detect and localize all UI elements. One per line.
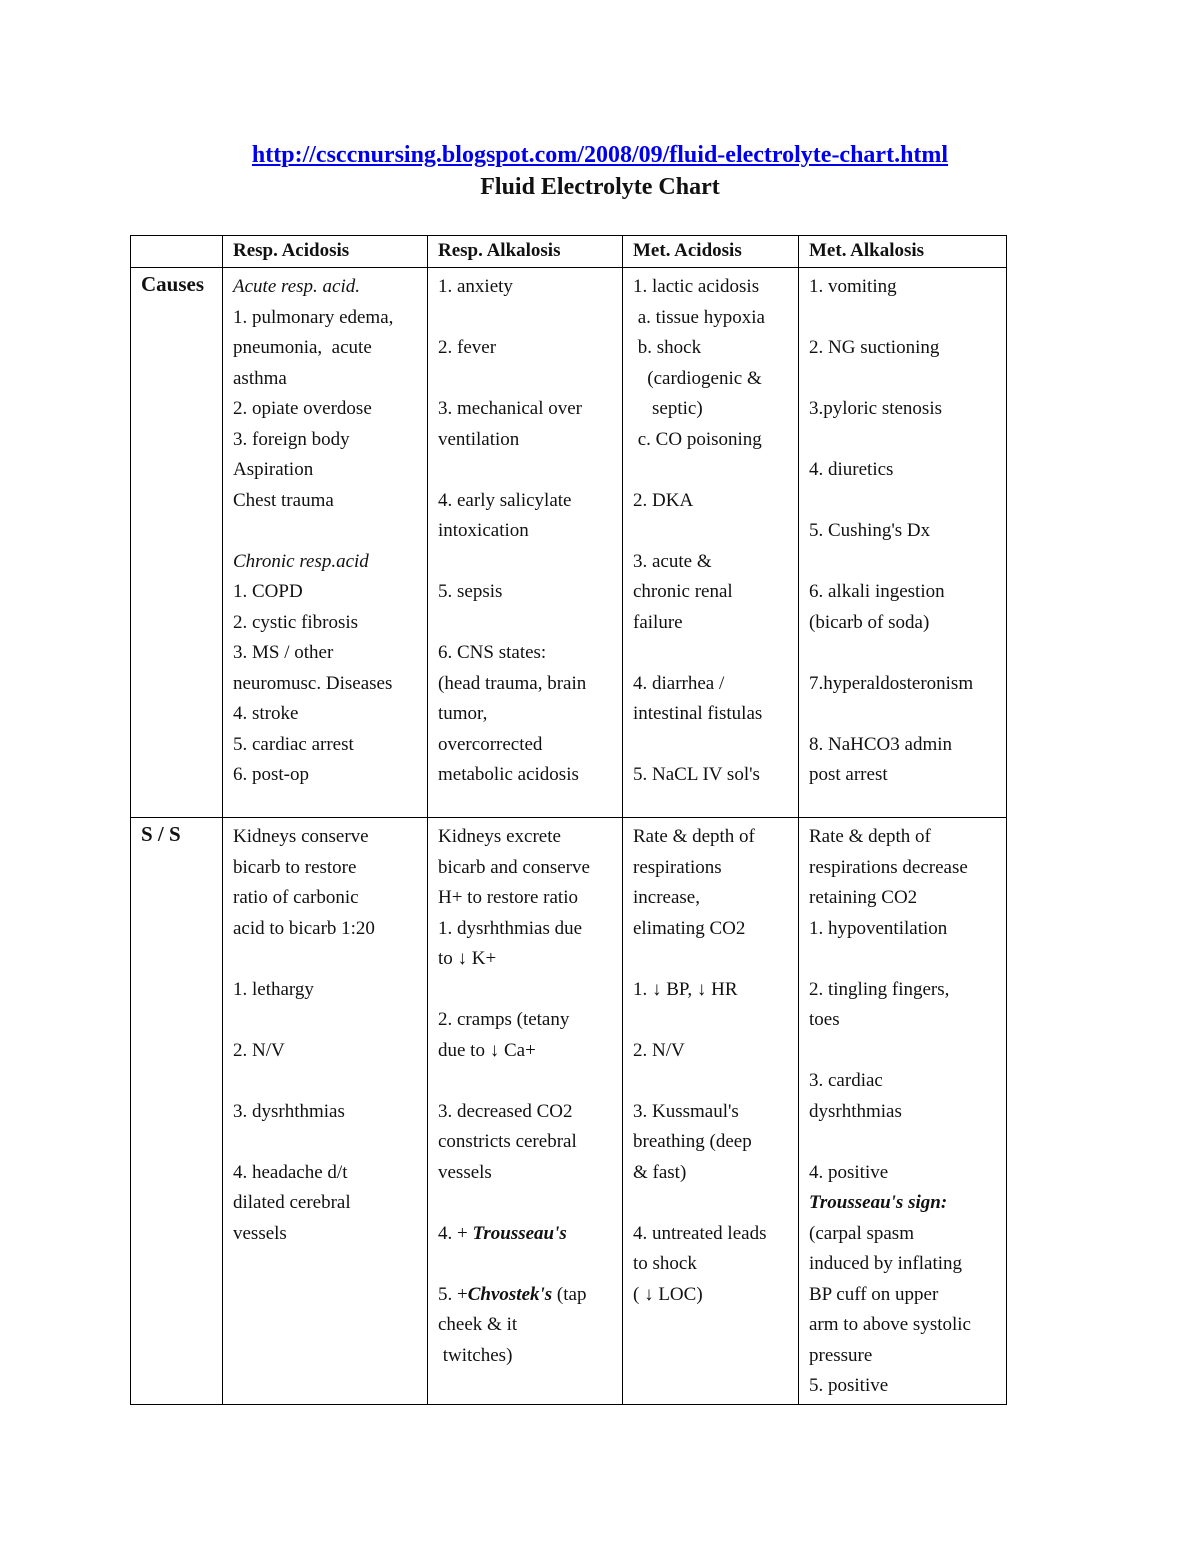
blank-line <box>633 1188 790 1219</box>
cell-line: breathing (deep <box>633 1131 752 1152</box>
cell-line: 1. dysrhthmias due <box>438 917 583 939</box>
blank-line <box>438 1249 614 1280</box>
column-header-met-alkalosis: Met. Alkalosis <box>799 236 1007 268</box>
blank-line <box>438 303 614 334</box>
cell-line: 4. positive <box>809 1161 889 1183</box>
cell-line: 1. pulmonary edema, <box>233 306 394 328</box>
cell-line: toes <box>809 1009 840 1030</box>
blank-line <box>809 699 998 730</box>
cell-line: 2. DKA <box>633 489 694 511</box>
cell-line: 2. NG suctioning <box>809 337 940 358</box>
blank-line <box>438 1066 614 1097</box>
blank-line <box>633 1066 790 1097</box>
cell-line: & fast) <box>633 1161 687 1183</box>
electrolyte-chart-table <box>130 235 1007 1405</box>
cell-line: 4. stroke <box>233 703 299 724</box>
blank-line <box>233 1005 419 1036</box>
cell-line: 1. lactic acidosis <box>633 276 760 297</box>
blank-line <box>809 638 998 669</box>
cell-line: 3. cardiac <box>809 1070 883 1091</box>
causes-resp-alkalosis-cell <box>428 268 623 818</box>
cell-line: 1. lethargy <box>233 978 314 1000</box>
causes-resp-acidosis-cell <box>223 268 428 818</box>
column-header-resp-acidosis: Resp. Acidosis <box>223 236 428 268</box>
cell-line: 5. cardiac arrest <box>233 733 354 755</box>
cell-line: respirations <box>633 856 722 878</box>
blank-line <box>809 303 998 334</box>
cell-line: c. CO poisoning <box>633 428 762 450</box>
cell-line: pressure <box>809 1344 873 1366</box>
blank-line <box>633 1005 790 1036</box>
cell-line: 3. foreign body <box>233 428 350 450</box>
blank-line <box>809 1036 998 1067</box>
cell-line: intoxication <box>438 520 529 541</box>
column-header-resp-alkalosis: Resp. Alkalosis <box>428 236 623 268</box>
cell-line: 2. N/V <box>633 1039 685 1061</box>
blank-line <box>233 944 419 975</box>
cell-line: 4. untreated leads <box>633 1222 767 1244</box>
blank-line <box>438 608 614 639</box>
cell-line: 3. MS / other <box>233 642 334 663</box>
blank-line <box>438 547 614 578</box>
cell-line: 1. ↓ BP, ↓ HR <box>633 978 738 1000</box>
cell-line <box>438 1280 614 1311</box>
cell-line: 7.hyperaldosteronism <box>809 672 974 694</box>
cell-line: acid to bicarb 1:20 <box>233 917 375 939</box>
cell-line <box>438 1219 614 1250</box>
cell-line: Kidneys excrete <box>438 826 561 847</box>
cell-line: Aspiration <box>233 459 314 480</box>
cell-text: Trousseau's <box>472 1222 567 1244</box>
blank-line <box>438 364 614 395</box>
cell-line: metabolic acidosis <box>438 764 579 785</box>
page-title: Fluid Electrolyte Chart <box>480 174 720 200</box>
column-header-met-acidosis: Met. Acidosis <box>623 236 799 268</box>
cell-line: overcorrected <box>438 733 543 755</box>
cell-line: due to ↓ Ca+ <box>438 1039 536 1061</box>
cell-line: failure <box>633 611 683 633</box>
cell-line: 5. Cushing's Dx <box>809 520 931 541</box>
ss-met-alkalosis-cell <box>799 818 1007 1405</box>
cell-line: 2. cystic fibrosis <box>233 611 359 633</box>
cell-line: Rate & depth of <box>633 826 755 847</box>
blank-line <box>633 516 790 547</box>
blank-line <box>438 975 614 1006</box>
cell-line: tumor, <box>438 703 488 724</box>
cell-line: 1. COPD <box>233 581 303 602</box>
cell-line: (head trauma, brain <box>438 672 587 694</box>
cell-text: 4. + <box>438 1222 473 1244</box>
cell-line: bicarb to restore <box>233 856 357 878</box>
cell-line: 1. vomiting <box>809 276 897 297</box>
cell-line: induced by inflating <box>809 1253 963 1274</box>
cell-line: vessels <box>438 1161 492 1183</box>
cell-line: 4. headache d/t <box>233 1161 348 1183</box>
cell-line: dysrhthmias <box>809 1100 902 1122</box>
cell-line: intestinal fistulas <box>633 703 763 724</box>
blank-line <box>633 455 790 486</box>
cell-line: dilated cerebral <box>233 1192 351 1213</box>
causes-met-acidosis-cell <box>623 268 799 818</box>
cell-line: 1. anxiety <box>438 276 513 297</box>
blank-line <box>633 730 790 761</box>
column-header-blank <box>131 236 223 268</box>
header-row <box>131 236 1007 268</box>
cell-line: 2. cramps (tetany <box>438 1009 570 1030</box>
cell-line: BP cuff on upper <box>809 1283 939 1305</box>
cell-line: (carpal spasm <box>809 1222 914 1244</box>
cell-line: bicarb and conserve <box>438 856 590 878</box>
ss-resp-acidosis-cell <box>223 818 428 1405</box>
blank-line <box>809 425 998 456</box>
cell-line: 6. alkali ingestion <box>809 581 945 602</box>
cell-line: twitches) <box>438 1344 513 1366</box>
cell-line: elimating CO2 <box>633 917 746 939</box>
cell-line: 4. diuretics <box>809 459 894 480</box>
cell-line: asthma <box>233 367 287 389</box>
blank-line <box>809 364 998 395</box>
cell-line: 3. mechanical over <box>438 398 583 419</box>
cell-line: increase, <box>633 887 700 908</box>
cell-line: 3. acute & <box>633 550 712 572</box>
blank-line <box>233 1127 419 1158</box>
blank-line <box>809 547 998 578</box>
cell-line: arm to above systolic <box>809 1314 971 1335</box>
cell-line: retaining CO2 <box>809 887 918 908</box>
cell-line: 3.pyloric stenosis <box>809 398 942 419</box>
cell-text: 5. + <box>438 1283 468 1305</box>
cell-line: 4. early salicylate <box>438 489 572 511</box>
cell-line: Chest trauma <box>233 489 334 511</box>
cell-line: post arrest <box>809 764 888 785</box>
cell-line: 5. NaCL IV sol's <box>633 764 760 785</box>
cell-line: neuromusc. Diseases <box>233 672 393 694</box>
cell-line: 3. Kussmaul's <box>633 1100 739 1122</box>
cell-line: 2. fever <box>438 337 497 358</box>
cell-line: to shock <box>633 1253 697 1274</box>
cell-line: a. tissue hypoxia <box>633 306 765 328</box>
blank-line <box>809 486 998 517</box>
cell-line: pneumonia, acute <box>233 337 372 358</box>
blank-line <box>633 638 790 669</box>
blank-line <box>438 455 614 486</box>
cell-line: 4. diarrhea / <box>633 672 725 694</box>
cell-line: chronic renal <box>633 581 733 602</box>
cell-line: 3. decreased CO2 <box>438 1100 573 1122</box>
blank-line <box>809 1127 998 1158</box>
blank-line <box>809 944 998 975</box>
cell-line: ratio of carbonic <box>233 887 359 908</box>
cell-line: Rate & depth of <box>809 826 931 847</box>
signs-symptoms-row <box>131 818 1007 1405</box>
blank-line <box>438 1188 614 1219</box>
cell-line: constricts cerebral <box>438 1131 577 1152</box>
blank-line <box>233 516 419 547</box>
cell-line: 2. N/V <box>233 1039 285 1061</box>
cell-line: ( ↓ LOC) <box>633 1283 703 1305</box>
cell-line: vessels <box>233 1222 287 1244</box>
cell-line: (cardiogenic & <box>633 367 762 389</box>
cell-line: 5. positive <box>809 1375 889 1396</box>
cell-line: 6. CNS states: <box>438 642 547 663</box>
cell-line: Chronic resp.acid <box>233 550 369 572</box>
cell-line: (bicarb of soda) <box>809 611 930 633</box>
cell-text: (tap <box>552 1283 587 1305</box>
cell-line: 5. sepsis <box>438 581 503 602</box>
cell-line: 2. tingling fingers, <box>809 978 950 1000</box>
ss-met-acidosis-cell <box>623 818 799 1405</box>
cell-line: Acute resp. acid. <box>233 276 360 297</box>
row-label-causes: Causes <box>131 268 223 818</box>
cell-line: to ↓ K+ <box>438 948 497 969</box>
cell-line: 1. hypoventilation <box>809 917 948 939</box>
cell-line: ventilation <box>438 428 520 450</box>
cell-line: 8. NaHCO3 admin <box>809 733 953 755</box>
cell-line: respirations decrease <box>809 856 968 878</box>
cell-text: Chvostek's <box>467 1283 553 1305</box>
blank-line <box>233 1066 419 1097</box>
causes-met-alkalosis-cell <box>799 268 1007 818</box>
cell-line: 3. dysrhthmias <box>233 1100 345 1122</box>
ss-resp-alkalosis-cell <box>428 818 623 1405</box>
cell-line: cheek & it <box>438 1314 518 1335</box>
causes-row <box>131 268 1007 818</box>
source-url-link[interactable]: http://csccnursing.blogspot.com/2008/09/fluid-electrolyte-chart.html <box>251 142 949 168</box>
row-label-signs-symptoms: S / S <box>131 818 223 1405</box>
cell-line: b. shock <box>633 337 702 358</box>
cell-line: 2. opiate overdose <box>233 398 372 419</box>
cell-line: H+ to restore ratio <box>438 887 578 908</box>
cell-line: Trousseau's sign: <box>809 1192 948 1213</box>
cell-line: Kidneys conserve <box>233 826 369 847</box>
blank-line <box>633 944 790 975</box>
cell-line: 6. post-op <box>233 764 309 785</box>
cell-line: septic) <box>633 398 703 419</box>
